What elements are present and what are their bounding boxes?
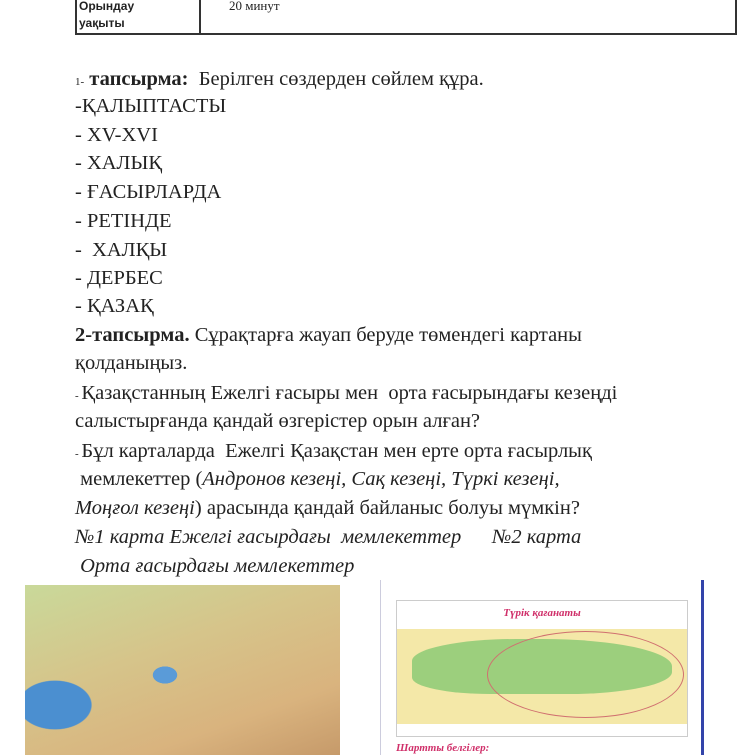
word: - XV-XVI [75,124,158,146]
q2-mongol: Моңғол кезеңі [75,497,195,519]
task1-heading [75,66,484,95]
word: - ҒАСЫРЛАРДА [75,181,222,203]
task1-number: 1- [75,76,85,88]
question-2: - Бұл карталарда Ежелгі Қазақстан мен ерте орта ғасырлық [75,440,592,462]
task2-heading [75,322,582,348]
task1-title: тапсырма: [89,68,189,90]
word: -ҚАЛЫПТАСТЫ [75,95,227,117]
word: - ДЕРБЕС [75,267,163,289]
q2-end: ) арасында қандай байланыс болуы мүмкін? [194,497,580,519]
task2-text-cont: қолданыңыз. [75,352,188,374]
map-caption-text: №1 карта Ежелгі ғасырдағы мемлекеттер №2 карта [75,526,582,548]
duration-label: Орындау уақыты [79,0,135,30]
question-1-line2: салыстырғанда қандай өзгерістер орын алған? [75,410,481,432]
q2-text: мемлекеттер ( [75,468,203,490]
turkic-khaganate-map-frame [380,580,704,755]
question-1-line1: Қазақстанның Ежелгі ғасыры мен орта ғасырындағы кезеңді [81,382,618,404]
task2-title: 2-тапсырма. [75,324,190,346]
question-2-line3 [75,495,580,521]
map-boundary [487,631,684,718]
duration-value: 20 минут [229,0,280,13]
turkic-khaganate-map-image [396,600,688,737]
info-table [75,0,737,35]
map-legend: Шартты белгілер: [396,742,490,754]
word: - РЕТІНДЕ [75,210,172,232]
word: - ХАЛЫҚ [75,152,163,174]
map-caption-2 [75,553,354,579]
task1-text: Берілген сөздерден сөйлем құра. [198,68,484,90]
word: - ҚАЗАҚ [75,295,154,317]
map-caption-1 [75,524,581,550]
ancient-states-map-image [25,585,340,755]
question-1: - Қазақстанның Ежелгі ғасыры мен орта ғасырындағы кезеңді [75,382,618,404]
word: - ХАЛҚЫ [75,239,168,261]
table-divider [199,0,201,33]
map-caption-text-2: Орта ғасырдағы мемлекеттер [75,555,355,577]
map-title: Түрік қағанаты [503,607,581,619]
q2-periods: Андронов кезеңі, Сақ кезеңі, Түркі кезеңі, [202,468,560,490]
question-2-line1: Бұл карталарда Ежелгі Қазақстан мен ерте орта ғасырлық [81,440,592,462]
question-2-line2 [75,466,560,492]
task2-text: Сұрақтарға жауап беруде төмендегі картаны [189,324,582,346]
